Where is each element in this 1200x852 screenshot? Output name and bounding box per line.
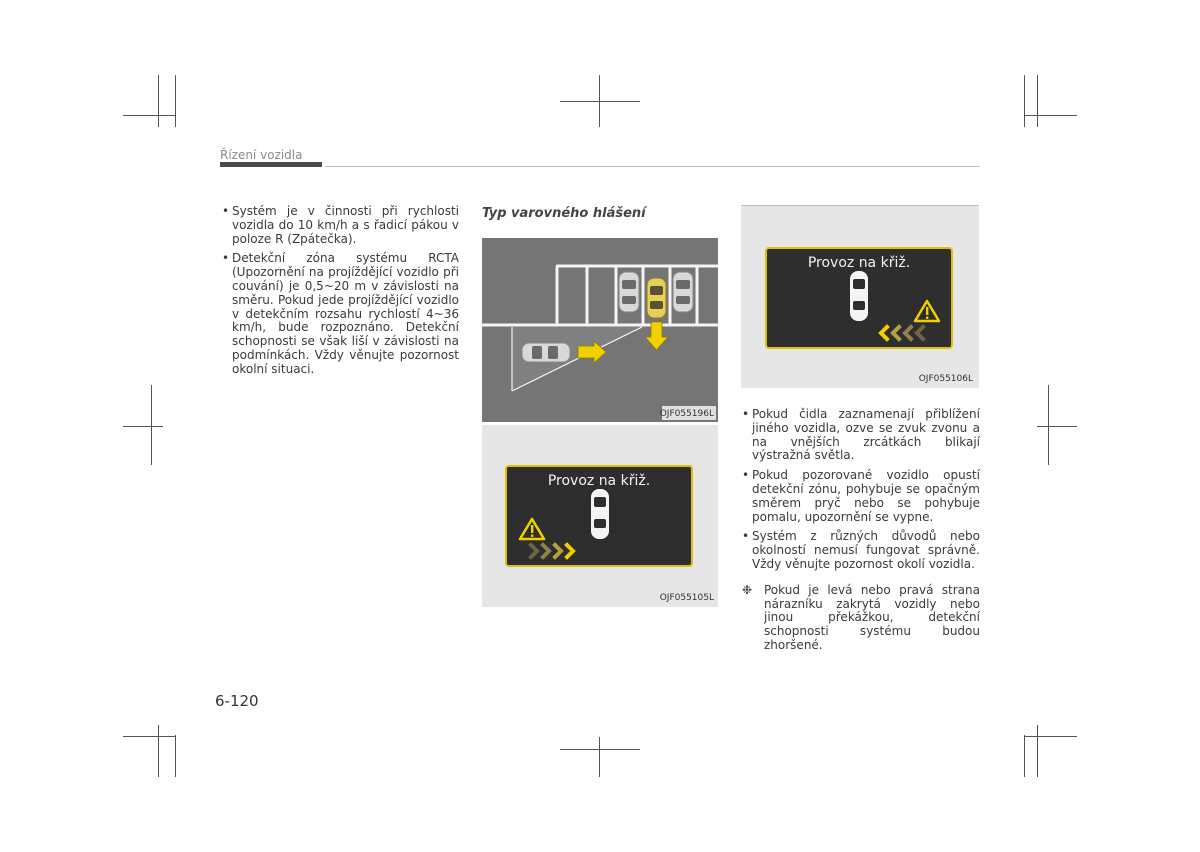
section-header: Řízení vozidla: [220, 148, 303, 162]
cluster-display-figure: [741, 205, 979, 388]
parking-scene: [482, 238, 718, 422]
chevrons-right-icon: [531, 545, 573, 557]
header-bar: [220, 162, 322, 167]
crop-mark: [158, 75, 159, 127]
car-top-icon: [850, 271, 868, 321]
car-top-icon: [591, 489, 609, 539]
note: ❉ Pokud je levá nebo pravá strana nárazníku zakrytá vozidly nebo jinou překážkou, detekční schopnosti systému budou zhoršené.: [742, 582, 980, 652]
own-car-icon: [647, 278, 666, 318]
crop-mark: [123, 426, 163, 427]
crop-mark: [158, 725, 159, 777]
crop-mark: [1024, 735, 1025, 777]
cluster-display: [765, 247, 953, 349]
list-item: • Pokud pozorované vozidlo opustí detekční zónu, pohybuje se opačným směrem pryč nebo se pohybuje pomalu, upozornění se vypne.: [742, 468, 980, 524]
crop-mark: [1048, 385, 1049, 465]
parked-car-icon: [673, 272, 693, 312]
section-title: Typ varovného hlášení: [482, 206, 646, 221]
crop-mark: [175, 735, 176, 777]
crop-mark: [123, 115, 175, 116]
crop-mark: [560, 101, 640, 102]
list-item: • Detekční zóna systému RCTA (Upozornění na projíždějící vozidlo při couvání) je 0,5~20 m v závislosti na směru. Pokud jede projíždějící vozidlo v detekčním rozsahu rychlostí 4~36 km/h, bude rozpoznáno. Detekční schopnosti se však liší v závislosti na podmínkách. Vždy věnujte pozornost okolní situaci.: [222, 251, 459, 376]
list-item: • Pokud čidla zaznamenají přiblížení jiného vozidla, ozve se zvuk zvonu a na vnějších zrcátkách blikají výstražná světla.: [742, 407, 980, 463]
list-item: • Systém z různých důvodů nebo okolností nemusí fungovat správně. Vždy věnujte pozornost okolí vozidla.: [742, 529, 980, 571]
figure-code: OJF055105L: [659, 593, 714, 603]
crop-mark: [1025, 115, 1077, 116]
crop-mark: [599, 737, 600, 777]
crop-mark: [1025, 736, 1077, 737]
crop-mark: [1037, 426, 1077, 427]
note-icon: ❉: [742, 582, 753, 597]
cluster-display-figure: [482, 425, 718, 607]
display-message: Provoz na křiž.: [807, 255, 911, 271]
cluster-display: [505, 465, 693, 567]
parked-car-icon: [619, 272, 639, 312]
figure-code: OJF055106L: [918, 374, 973, 384]
page-number: 6-120: [215, 692, 259, 710]
list-item: • Systém je v činnosti při rychlosti vozidla do 10 km/h a s řadicí pákou v poloze R (Zpátečka).: [222, 204, 459, 246]
crop-mark: [560, 749, 640, 750]
crop-mark: [123, 736, 175, 737]
crop-mark: [1037, 75, 1038, 127]
figure-code: OJF055196L: [659, 409, 714, 419]
chevrons-left-icon: [881, 327, 923, 339]
crop-mark: [151, 385, 152, 465]
crop-mark: [1024, 75, 1025, 127]
header-rule: [325, 166, 980, 167]
left-column: [222, 205, 459, 383]
warning-triangle-icon: [520, 519, 544, 539]
parking-illustration: [482, 238, 718, 422]
right-column: [742, 408, 980, 653]
approaching-car-icon: [522, 343, 570, 362]
crop-mark: [175, 75, 176, 127]
display-message: Provoz na křiž.: [547, 473, 651, 489]
warning-triangle-icon: [915, 301, 939, 321]
crop-mark: [1037, 725, 1038, 777]
